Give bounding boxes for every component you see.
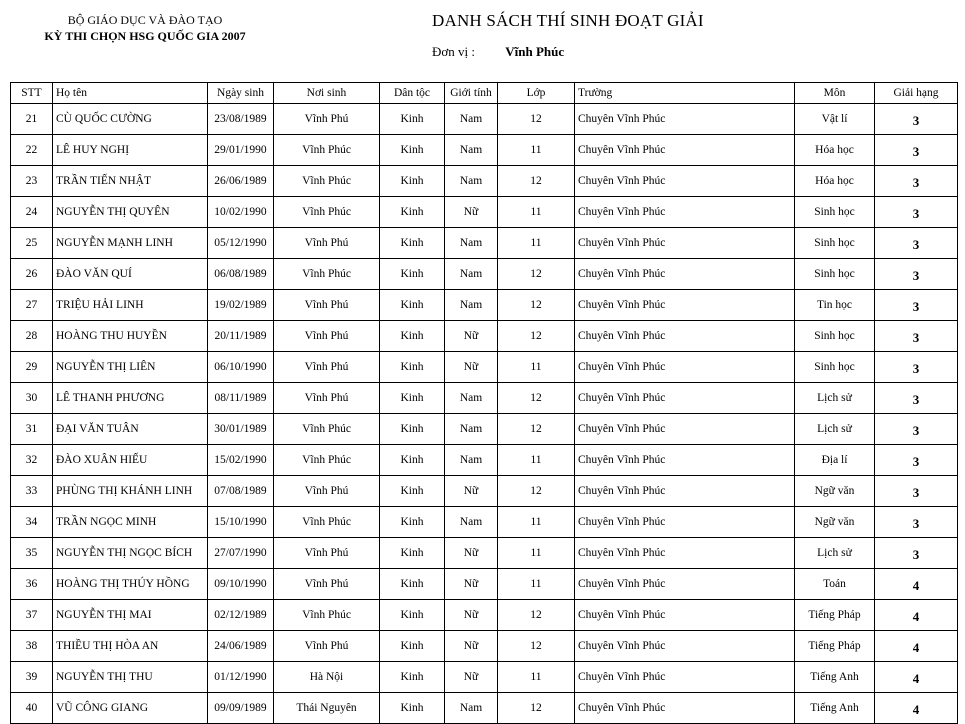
cell-grade: 12 [498, 476, 575, 507]
cell-award: 3 [875, 538, 958, 569]
cell-school: Chuyên Vĩnh Phúc [575, 135, 795, 166]
table-row [11, 693, 958, 724]
cell-stt: 33 [11, 476, 53, 507]
cell-gender: Nữ [445, 321, 498, 352]
cell-grade: 12 [498, 600, 575, 631]
cell-stt: 21 [11, 104, 53, 135]
col-header-grade: Lớp [498, 83, 575, 104]
cell-birthplace: Vĩnh Phú [274, 290, 380, 321]
cell-award: 4 [875, 569, 958, 600]
winners-table [10, 82, 958, 724]
table-row [11, 383, 958, 414]
cell-ethnicity: Kinh [380, 135, 445, 166]
cell-stt: 36 [11, 569, 53, 600]
cell-grade: 12 [498, 259, 575, 290]
table-row [11, 166, 958, 197]
cell-school: Chuyên Vĩnh Phúc [575, 600, 795, 631]
cell-name: NGUYỄN THỊ MAI [53, 600, 208, 631]
table-row [11, 662, 958, 693]
cell-ethnicity: Kinh [380, 352, 445, 383]
cell-name: TRẦN TIẾN NHẬT [53, 166, 208, 197]
cell-gender: Nam [445, 693, 498, 724]
cell-grade: 12 [498, 383, 575, 414]
table-row [11, 104, 958, 135]
cell-school: Chuyên Vĩnh Phúc [575, 383, 795, 414]
cell-name: ĐÀO VĂN QUÍ [53, 259, 208, 290]
cell-school: Chuyên Vĩnh Phúc [575, 166, 795, 197]
cell-ethnicity: Kinh [380, 476, 445, 507]
cell-ethnicity: Kinh [380, 693, 445, 724]
cell-grade: 11 [498, 228, 575, 259]
cell-name: TRIỆU HẢI LINH [53, 290, 208, 321]
cell-gender: Nam [445, 414, 498, 445]
cell-school: Chuyên Vĩnh Phúc [575, 290, 795, 321]
cell-subject: Sinh học [795, 352, 875, 383]
table-header-row [11, 83, 958, 104]
cell-award: 3 [875, 166, 958, 197]
cell-stt: 32 [11, 445, 53, 476]
cell-gender: Nữ [445, 352, 498, 383]
cell-stt: 35 [11, 538, 53, 569]
cell-birthplace: Vĩnh Phú [274, 631, 380, 662]
table-row [11, 538, 958, 569]
cell-school: Chuyên Vĩnh Phúc [575, 445, 795, 476]
document-header-left [20, 12, 270, 44]
cell-birthdate: 30/01/1989 [208, 414, 274, 445]
cell-stt: 29 [11, 352, 53, 383]
cell-name: VŨ CÔNG GIANG [53, 693, 208, 724]
cell-gender: Nữ [445, 538, 498, 569]
cell-award: 3 [875, 321, 958, 352]
cell-award: 3 [875, 445, 958, 476]
cell-subject: Ngữ văn [795, 476, 875, 507]
cell-stt: 39 [11, 662, 53, 693]
cell-ethnicity: Kinh [380, 631, 445, 662]
cell-ethnicity: Kinh [380, 569, 445, 600]
cell-subject: Sinh học [795, 197, 875, 228]
cell-school: Chuyên Vĩnh Phúc [575, 414, 795, 445]
cell-gender: Nữ [445, 600, 498, 631]
cell-birthdate: 09/09/1989 [208, 693, 274, 724]
cell-subject: Lịch sử [795, 538, 875, 569]
cell-school: Chuyên Vĩnh Phúc [575, 321, 795, 352]
cell-award: 4 [875, 600, 958, 631]
cell-school: Chuyên Vĩnh Phúc [575, 197, 795, 228]
cell-grade: 11 [498, 662, 575, 693]
cell-gender: Nam [445, 290, 498, 321]
cell-subject: Sinh học [795, 228, 875, 259]
cell-stt: 23 [11, 166, 53, 197]
table-row [11, 321, 958, 352]
cell-stt: 31 [11, 414, 53, 445]
cell-award: 3 [875, 197, 958, 228]
cell-ethnicity: Kinh [380, 104, 445, 135]
cell-birthplace: Vĩnh Phúc [274, 445, 380, 476]
unit-value: Vĩnh Phúc [505, 44, 565, 59]
cell-ethnicity: Kinh [380, 321, 445, 352]
cell-award: 4 [875, 631, 958, 662]
cell-name: NGUYỄN THỊ NGỌC BÍCH [53, 538, 208, 569]
table-row [11, 228, 958, 259]
cell-gender: Nữ [445, 662, 498, 693]
cell-gender: Nam [445, 445, 498, 476]
table-body [11, 104, 958, 724]
cell-grade: 12 [498, 631, 575, 662]
cell-award: 3 [875, 135, 958, 166]
cell-grade: 11 [498, 135, 575, 166]
cell-ethnicity: Kinh [380, 290, 445, 321]
cell-subject: Địa lí [795, 445, 875, 476]
cell-name: ĐÀO XUÂN HIẾU [53, 445, 208, 476]
cell-subject: Tin học [795, 290, 875, 321]
cell-ethnicity: Kinh [380, 507, 445, 538]
exam-name: KỲ THI CHỌN HSG QUỐC GIA 2007 [44, 29, 246, 43]
col-header-birthdate: Ngày sinh [208, 83, 274, 104]
cell-school: Chuyên Vĩnh Phúc [575, 538, 795, 569]
cell-school: Chuyên Vĩnh Phúc [575, 507, 795, 538]
cell-stt: 30 [11, 383, 53, 414]
cell-gender: Nữ [445, 476, 498, 507]
cell-name: LÊ THANH PHƯƠNG [53, 383, 208, 414]
cell-award: 3 [875, 259, 958, 290]
cell-birthplace: Vĩnh Phúc [274, 259, 380, 290]
table-row [11, 631, 958, 662]
cell-school: Chuyên Vĩnh Phúc [575, 631, 795, 662]
cell-grade: 11 [498, 352, 575, 383]
table-row [11, 569, 958, 600]
cell-birthplace: Vĩnh Phúc [274, 507, 380, 538]
cell-grade: 12 [498, 321, 575, 352]
cell-name: THIỀU THỊ HÒA AN [53, 631, 208, 662]
cell-birthplace: Vĩnh Phú [274, 569, 380, 600]
cell-birthdate: 15/02/1990 [208, 445, 274, 476]
ministry-name: BỘ GIÁO DỤC VÀ ĐÀO TẠO [67, 13, 223, 27]
cell-subject: Tiếng Anh [795, 693, 875, 724]
cell-birthplace: Hà Nội [274, 662, 380, 693]
cell-birthdate: 20/11/1989 [208, 321, 274, 352]
cell-grade: 12 [498, 166, 575, 197]
cell-stt: 25 [11, 228, 53, 259]
cell-name: NGUYỄN THỊ THU [53, 662, 208, 693]
cell-birthdate: 29/01/1990 [208, 135, 274, 166]
cell-subject: Sinh học [795, 259, 875, 290]
cell-subject: Sinh học [795, 321, 875, 352]
cell-ethnicity: Kinh [380, 445, 445, 476]
cell-award: 3 [875, 383, 958, 414]
cell-birthplace: Vĩnh Phú [274, 321, 380, 352]
cell-grade: 12 [498, 290, 575, 321]
cell-birthdate: 01/12/1990 [208, 662, 274, 693]
col-header-birthplace: Nơi sinh [274, 83, 380, 104]
col-header-subject: Môn [795, 83, 875, 104]
cell-award: 3 [875, 476, 958, 507]
cell-grade: 12 [498, 414, 575, 445]
cell-school: Chuyên Vĩnh Phúc [575, 259, 795, 290]
cell-birthdate: 05/12/1990 [208, 228, 274, 259]
cell-subject: Hóa học [795, 135, 875, 166]
cell-subject: Vật lí [795, 104, 875, 135]
col-header-name: Họ tên [53, 83, 208, 104]
table-row [11, 507, 958, 538]
table-row [11, 290, 958, 321]
cell-stt: 28 [11, 321, 53, 352]
cell-award: 4 [875, 693, 958, 724]
cell-birthplace: Vĩnh Phúc [274, 197, 380, 228]
cell-name: LÊ HUY NGHỊ [53, 135, 208, 166]
cell-award: 3 [875, 228, 958, 259]
cell-grade: 11 [498, 569, 575, 600]
cell-birthdate: 26/06/1989 [208, 166, 274, 197]
table-row [11, 414, 958, 445]
cell-birthplace: Vĩnh Phú [274, 228, 380, 259]
cell-school: Chuyên Vĩnh Phúc [575, 476, 795, 507]
cell-subject: Toán [795, 569, 875, 600]
cell-grade: 12 [498, 104, 575, 135]
cell-gender: Nữ [445, 631, 498, 662]
cell-birthdate: 09/10/1990 [208, 569, 274, 600]
cell-birthdate: 08/11/1989 [208, 383, 274, 414]
table-row [11, 600, 958, 631]
cell-birthdate: 24/06/1989 [208, 631, 274, 662]
table-row [11, 259, 958, 290]
cell-gender: Nam [445, 383, 498, 414]
cell-ethnicity: Kinh [380, 228, 445, 259]
cell-award: 3 [875, 507, 958, 538]
cell-birthdate: 06/08/1989 [208, 259, 274, 290]
cell-gender: Nữ [445, 197, 498, 228]
cell-grade: 11 [498, 538, 575, 569]
cell-name: NGUYỄN MẠNH LINH [53, 228, 208, 259]
cell-birthplace: Vĩnh Phú [274, 476, 380, 507]
cell-award: 3 [875, 290, 958, 321]
table-row [11, 352, 958, 383]
cell-stt: 40 [11, 693, 53, 724]
cell-name: CÙ QUỐC CƯỜNG [53, 104, 208, 135]
cell-subject: Lịch sử [795, 414, 875, 445]
cell-grade: 11 [498, 507, 575, 538]
cell-birthplace: Vĩnh Phú [274, 352, 380, 383]
unit-line [432, 43, 564, 61]
cell-birthdate: 15/10/1990 [208, 507, 274, 538]
cell-birthdate: 02/12/1989 [208, 600, 274, 631]
document-header-right [432, 10, 704, 32]
col-header-stt: STT [11, 83, 53, 104]
cell-subject: Tiếng Anh [795, 662, 875, 693]
cell-birthplace: Vĩnh Phúc [274, 166, 380, 197]
cell-ethnicity: Kinh [380, 259, 445, 290]
cell-subject: Lịch sử [795, 383, 875, 414]
table-row [11, 445, 958, 476]
table-row [11, 476, 958, 507]
cell-gender: Nam [445, 104, 498, 135]
cell-school: Chuyên Vĩnh Phúc [575, 228, 795, 259]
unit-label: Đơn vị : [432, 44, 475, 59]
cell-gender: Nữ [445, 569, 498, 600]
cell-stt: 34 [11, 507, 53, 538]
cell-ethnicity: Kinh [380, 538, 445, 569]
col-header-ethnicity: Dân tộc [380, 83, 445, 104]
cell-birthplace: Vĩnh Phú [274, 538, 380, 569]
cell-ethnicity: Kinh [380, 166, 445, 197]
cell-subject: Tiếng Pháp [795, 631, 875, 662]
cell-birthdate: 06/10/1990 [208, 352, 274, 383]
cell-school: Chuyên Vĩnh Phúc [575, 569, 795, 600]
cell-name: ĐẠI VĂN TUÂN [53, 414, 208, 445]
cell-subject: Hóa học [795, 166, 875, 197]
cell-stt: 26 [11, 259, 53, 290]
cell-gender: Nam [445, 228, 498, 259]
table-row [11, 197, 958, 228]
cell-name: NGUYỄN THỊ QUYÊN [53, 197, 208, 228]
cell-gender: Nam [445, 166, 498, 197]
cell-subject: Ngữ văn [795, 507, 875, 538]
cell-school: Chuyên Vĩnh Phúc [575, 352, 795, 383]
cell-ethnicity: Kinh [380, 383, 445, 414]
cell-name: HOÀNG THỊ THÚY HỒNG [53, 569, 208, 600]
cell-school: Chuyên Vĩnh Phúc [575, 104, 795, 135]
col-header-award: Giải hạng [875, 83, 958, 104]
cell-stt: 24 [11, 197, 53, 228]
cell-ethnicity: Kinh [380, 414, 445, 445]
cell-birthplace: Vĩnh Phú [274, 104, 380, 135]
cell-ethnicity: Kinh [380, 600, 445, 631]
cell-gender: Nam [445, 135, 498, 166]
cell-birthplace: Vĩnh Phúc [274, 600, 380, 631]
cell-award: 3 [875, 352, 958, 383]
cell-award: 3 [875, 104, 958, 135]
document-title: DANH SÁCH THÍ SINH ĐOẠT GIẢI [432, 11, 704, 30]
cell-name: NGUYỄN THỊ LIÊN [53, 352, 208, 383]
cell-grade: 12 [498, 693, 575, 724]
cell-gender: Nam [445, 259, 498, 290]
cell-subject: Tiếng Pháp [795, 600, 875, 631]
col-header-gender: Giới tính [445, 83, 498, 104]
cell-birthdate: 23/08/1989 [208, 104, 274, 135]
cell-award: 3 [875, 414, 958, 445]
col-header-school: Trường [575, 83, 795, 104]
cell-birthplace: Vĩnh Phú [274, 383, 380, 414]
cell-birthplace: Thái Nguyên [274, 693, 380, 724]
cell-birthdate: 27/07/1990 [208, 538, 274, 569]
cell-grade: 11 [498, 445, 575, 476]
cell-birthdate: 10/02/1990 [208, 197, 274, 228]
cell-stt: 27 [11, 290, 53, 321]
cell-school: Chuyên Vĩnh Phúc [575, 662, 795, 693]
cell-birthdate: 07/08/1989 [208, 476, 274, 507]
cell-gender: Nam [445, 507, 498, 538]
cell-award: 4 [875, 662, 958, 693]
cell-stt: 22 [11, 135, 53, 166]
cell-name: TRẦN NGỌC MINH [53, 507, 208, 538]
cell-birthdate: 19/02/1989 [208, 290, 274, 321]
cell-ethnicity: Kinh [380, 197, 445, 228]
cell-ethnicity: Kinh [380, 662, 445, 693]
cell-school: Chuyên Vĩnh Phúc [575, 693, 795, 724]
cell-stt: 37 [11, 600, 53, 631]
cell-name: HOÀNG THU HUYỀN [53, 321, 208, 352]
cell-name: PHÙNG THỊ KHÁNH LINH [53, 476, 208, 507]
table-row [11, 135, 958, 166]
cell-grade: 11 [498, 197, 575, 228]
cell-birthplace: Vĩnh Phúc [274, 135, 380, 166]
cell-birthplace: Vĩnh Phúc [274, 414, 380, 445]
cell-stt: 38 [11, 631, 53, 662]
